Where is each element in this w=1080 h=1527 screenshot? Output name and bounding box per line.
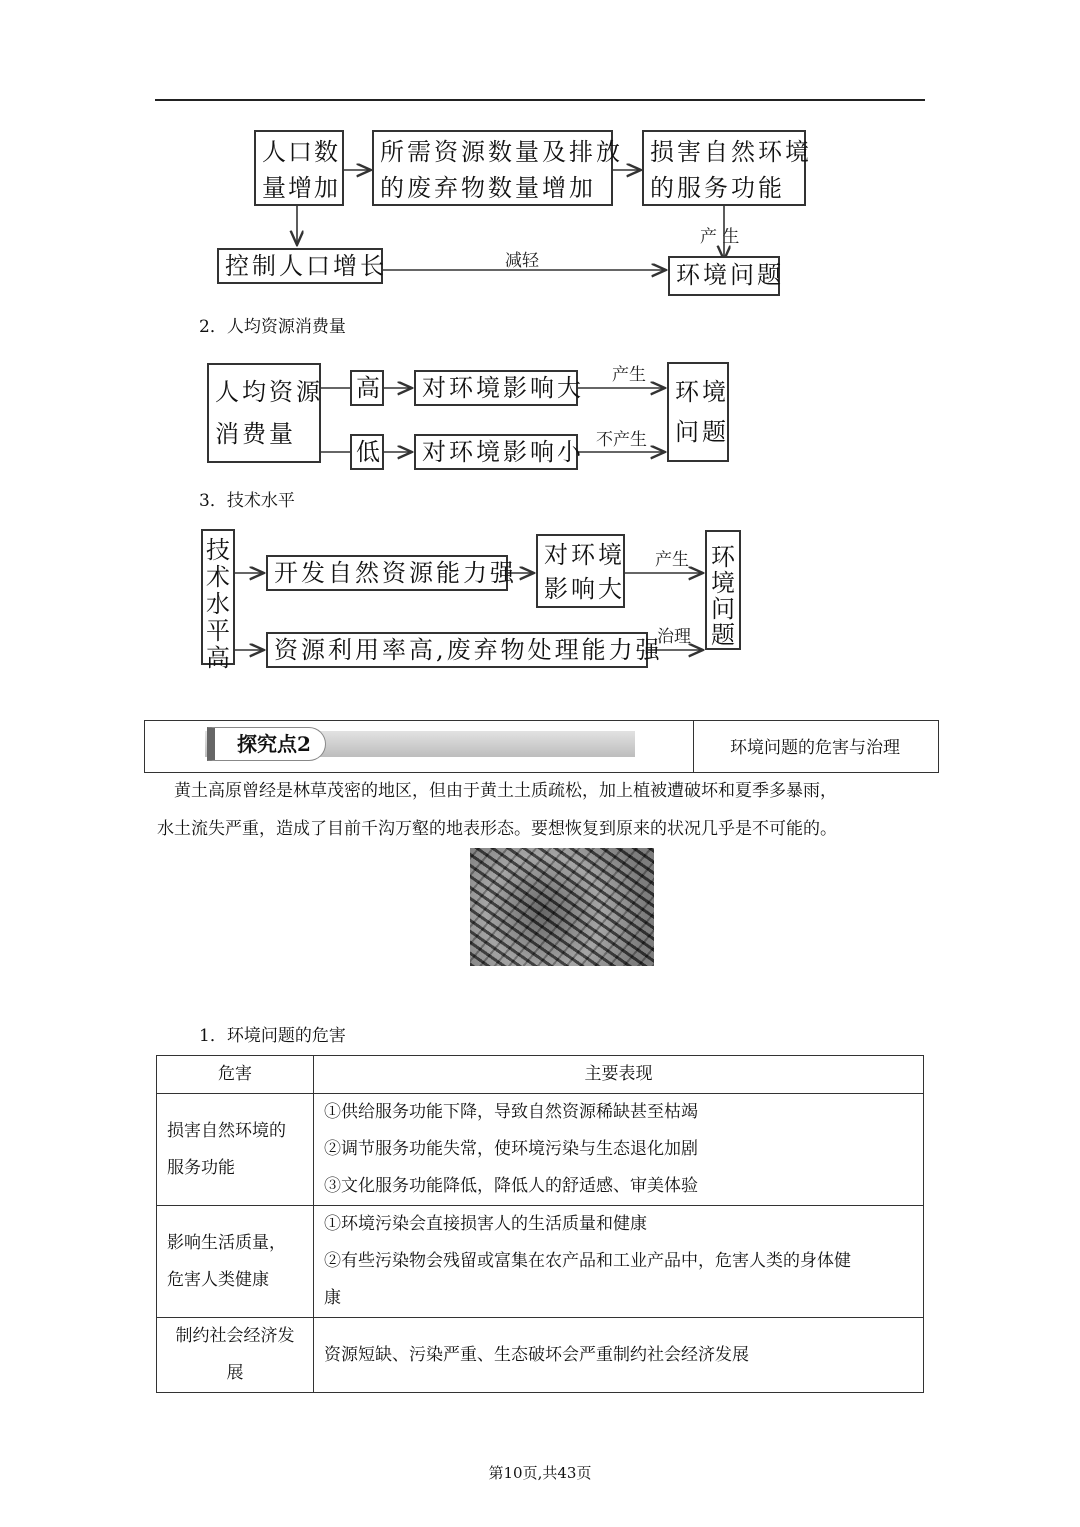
problem3-char-2: 境 [711, 569, 735, 597]
section-3-heading: 3．技术水平 [199, 491, 295, 511]
paragraph-line-1: 黄土高原曾经是林草茂密的地区，但由于黄土土质疏松，加上植被遭破坏和夏季多暴雨， [174, 781, 837, 801]
manifestation-line: ②有些污染物会残留或富集在农产品和工业产品中，危害人类的身体健 [324, 1251, 851, 1271]
hazard-text-line: 危害人类健康 [167, 1269, 269, 1290]
manifestation-line: ②调节服务功能失常，使环境污染与生态退化加剧 [324, 1139, 698, 1159]
population-line-1: 人口数 [262, 138, 340, 166]
low-box: 低 [350, 434, 384, 470]
resource-line-1: 所需资源数量及排放 [380, 138, 623, 166]
hazard-cell [157, 1094, 314, 1206]
govern-label: 治理 [657, 627, 691, 647]
hazard-cell [157, 1206, 314, 1318]
consumption-box [207, 363, 321, 463]
tech-char-5: 高 [206, 644, 230, 672]
consumption-line-1: 人均资源 [215, 378, 323, 406]
resource-demand-box [372, 130, 623, 206]
table-heading: 1．环境问题的危害 [199, 1026, 346, 1046]
manifestation-cell [314, 1094, 924, 1206]
impact-small-box: 对环境影响小 [414, 434, 578, 470]
impact3-line-2: 影响大 [544, 575, 625, 603]
population-increase-box [254, 130, 344, 206]
damage-line-2: 的服务功能 [650, 174, 785, 202]
hazard-text-line: 服务功能 [167, 1157, 235, 1178]
produce-label: 产 生 [700, 227, 740, 247]
tech-level-box [201, 529, 235, 672]
tech-char-1: 技 [206, 536, 230, 564]
problem2-line-1: 环境 [675, 378, 729, 406]
utilization-box: 资源利用率高,废弃物处理能力强 [266, 632, 648, 668]
manifestation-line: 资源短缺、污染严重、生态破坏会严重制约社会经济发展 [324, 1344, 749, 1365]
table-header-row [157, 1056, 924, 1094]
impact-big-box: 对环境影响大 [414, 370, 578, 406]
hazard-text-line: 制约社会经济发 [175, 1326, 295, 1346]
table-row [157, 1094, 924, 1206]
bar-divider [693, 721, 694, 772]
manifestation-cell [314, 1318, 924, 1393]
manifestation-line: ①供给服务功能下降，导致自然资源稀缺甚至枯竭 [324, 1102, 698, 1122]
page-footer: 第10页,共43页 [488, 1464, 592, 1482]
tech-char-4: 平 [206, 617, 230, 645]
resource-line-2: 的废弃物数量增加 [380, 174, 596, 202]
impact-big-box-3 [536, 534, 625, 608]
explore-section-bar [144, 720, 939, 773]
tech-char-2: 术 [206, 563, 230, 591]
explore-tag: 探究点2 [207, 727, 326, 761]
problem-box-2 [667, 362, 729, 462]
problem2-line-2: 问题 [675, 418, 729, 446]
impact3-line-1: 对环境 [544, 541, 625, 569]
environment-problem-box: 环境问题 [668, 256, 780, 296]
paragraph-line-2: 水土流失严重，造成了目前千沟万壑的地表形态。要想恢复到原来的状况几乎是不可能的。 [157, 819, 837, 839]
damage-service-box [642, 130, 812, 206]
table-row [157, 1318, 924, 1393]
problem3-char-3: 问 [711, 595, 735, 623]
manifestation-line: ①环境污染会直接损害人的生活质量和健康 [324, 1214, 647, 1234]
high-box: 高 [350, 370, 384, 406]
tech-char-3: 水 [206, 590, 230, 618]
develop-resource-box: 开发自然资源能力强 [266, 555, 508, 591]
manifestation-cell [314, 1206, 924, 1318]
section-2-heading: 2．人均资源消费量 [199, 317, 346, 337]
header-hazard: 危害 [157, 1056, 314, 1094]
population-line-2: 量增加 [262, 174, 340, 202]
table-row [157, 1206, 924, 1318]
hazard-table [156, 1055, 924, 1393]
header-manifestation: 主要表现 [314, 1056, 924, 1094]
not-produce-label: 不产生 [596, 430, 647, 450]
control-population-box: 控制人口增长 [217, 248, 383, 284]
produce-label-2: 产生 [612, 365, 646, 385]
manifestation-line: 康 [324, 1288, 341, 1308]
hazard-text-line: 影响生活质量， [167, 1232, 286, 1253]
damage-line-1: 损害自然环境 [650, 138, 812, 166]
problem3-char-1: 环 [711, 543, 735, 571]
manifestation-line: ③文化服务功能降低，降低人的舒适感、审美体验 [324, 1176, 698, 1196]
hazard-cell [157, 1318, 314, 1393]
explore-title: 环境问题的危害与治理 [730, 738, 900, 758]
produce-label-3: 产生 [655, 550, 689, 570]
hazard-text-line: 展 [226, 1363, 244, 1383]
problem-box-3 [705, 530, 741, 650]
reduce-label: 减轻 [505, 251, 539, 271]
intro-paragraph [157, 772, 937, 848]
problem3-char-4: 题 [711, 621, 735, 649]
hazard-text-line: 损害自然环境的 [167, 1120, 286, 1141]
loess-plateau-photo [470, 848, 654, 966]
consumption-line-2: 消费量 [215, 420, 296, 448]
